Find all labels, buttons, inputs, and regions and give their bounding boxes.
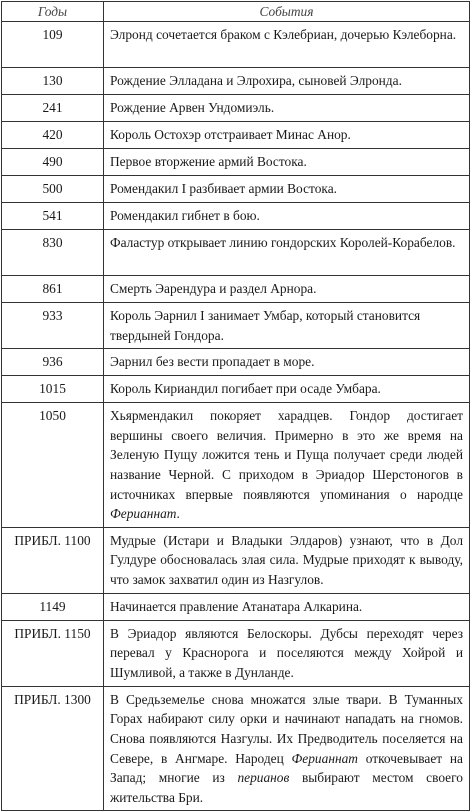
- header-row: [2, 2, 470, 22]
- event-cell: Эарнил без вести пропадает в море.: [104, 349, 470, 376]
- table-row: [2, 22, 470, 68]
- event-emphasis: перианов: [237, 770, 290, 786]
- chronology-table: [1, 1, 470, 811]
- year-cell: 830: [2, 230, 104, 276]
- event-cell: Начинается правление Атанатара Алкарина.: [104, 593, 470, 620]
- event-text: В Средьземелье снова множатся злые твари. В Туманных Горах набирают силу орки и начинают нападать на гномов. Снова появляются Назгулы. Их Предводитель поселяется на Севере, в Ангмаре. Народец: [110, 691, 463, 766]
- column-header-years: Годы: [2, 2, 104, 22]
- event-emphasis: Ферианнат: [291, 750, 358, 766]
- event-cell: В Эриадор являются Белоскоры. Дубсы переходят через перевал у Краснорога и поселяются между Хойрой и Шумливой, а также в Дунланде.: [104, 620, 470, 686]
- table-row: [2, 68, 470, 95]
- year-cell: 241: [2, 95, 104, 122]
- year-cell: 1149: [2, 593, 104, 620]
- table-row: [2, 176, 470, 203]
- table-row: [2, 620, 470, 686]
- event-cell: Элронд сочетается браком с Кэлебриан, дочерью Кэлеборна.: [104, 22, 470, 68]
- event-cell: Ромендакил I разбивает армии Востока.: [104, 176, 470, 203]
- table-row: [2, 203, 470, 230]
- year-cell: 420: [2, 122, 104, 149]
- year-cell: ПРИБЛ. 1100: [2, 527, 104, 593]
- year-cell: 933: [2, 303, 104, 349]
- year-cell: 500: [2, 176, 104, 203]
- year-cell: 541: [2, 203, 104, 230]
- year-cell: 130: [2, 68, 104, 95]
- year-cell: 936: [2, 349, 104, 376]
- year-cell: ПРИБЛ. 1300: [2, 686, 104, 811]
- event-cell: [104, 403, 470, 528]
- table-row: [2, 376, 470, 403]
- table-row: [2, 303, 470, 349]
- event-cell: Рождение Арвен Ундомиэль.: [104, 95, 470, 122]
- event-cell: Мудрые (Истари и Владыки Элдаров) узнают, что в Дол Гулдуре обосновалась злая сила. Мудрые приходят к выводу, что замок захватил один из Назгулов.: [104, 527, 470, 593]
- year-cell: 1050: [2, 403, 104, 528]
- table-row: [2, 527, 470, 593]
- event-cell: Рождение Элладана и Элрохира, сыновей Элронда.: [104, 68, 470, 95]
- year-cell: 1015: [2, 376, 104, 403]
- event-cell: [104, 686, 470, 811]
- table-row: [2, 276, 470, 303]
- event-text: выбирают местом своего жительства Бри.: [110, 770, 463, 805]
- table-row: [2, 230, 470, 276]
- event-cell: Король Остохэр отстраивает Минас Анор.: [104, 122, 470, 149]
- year-cell: 109: [2, 22, 104, 68]
- event-text: откочевывает на Запад; многие из: [110, 750, 463, 786]
- event-cell: Король Кириандил погибает при осаде Умбара.: [104, 376, 470, 403]
- event-cell: Король Эарнил I занимает Умбар, который становится твердыней Гондора.: [104, 303, 470, 349]
- table-row: [2, 122, 470, 149]
- table-row: [2, 349, 470, 376]
- event-cell: Фаластур открывает линию гондорских Королей-Корабелов.: [104, 230, 470, 276]
- table-row: [2, 686, 470, 811]
- table-row: [2, 149, 470, 176]
- year-cell: 490: [2, 149, 104, 176]
- table-row: [2, 403, 470, 528]
- column-header-events: События: [104, 2, 470, 22]
- event-text: .: [176, 506, 180, 522]
- event-cell: Ромендакил гибнет в бою.: [104, 203, 470, 230]
- table-row: [2, 95, 470, 122]
- table-row: [2, 593, 470, 620]
- event-cell: Первое вторжение армий Востока.: [104, 149, 470, 176]
- year-cell: ПРИБЛ. 1150: [2, 620, 104, 686]
- event-emphasis: Ферианнат: [110, 506, 177, 522]
- event-text: Хьярмендакил покоряет харадцев. Гондор достигает вершины своего величия. Примерно в это же время на Зеленую Пущу ложится тень и Пуща получает среди людей название Черной. С приходом в Эриадор Шерстоногов в источниках впервые появляются упоминания о народце: [110, 408, 463, 502]
- event-cell: Смерть Эарендура и раздел Арнора.: [104, 276, 470, 303]
- year-cell: 861: [2, 276, 104, 303]
